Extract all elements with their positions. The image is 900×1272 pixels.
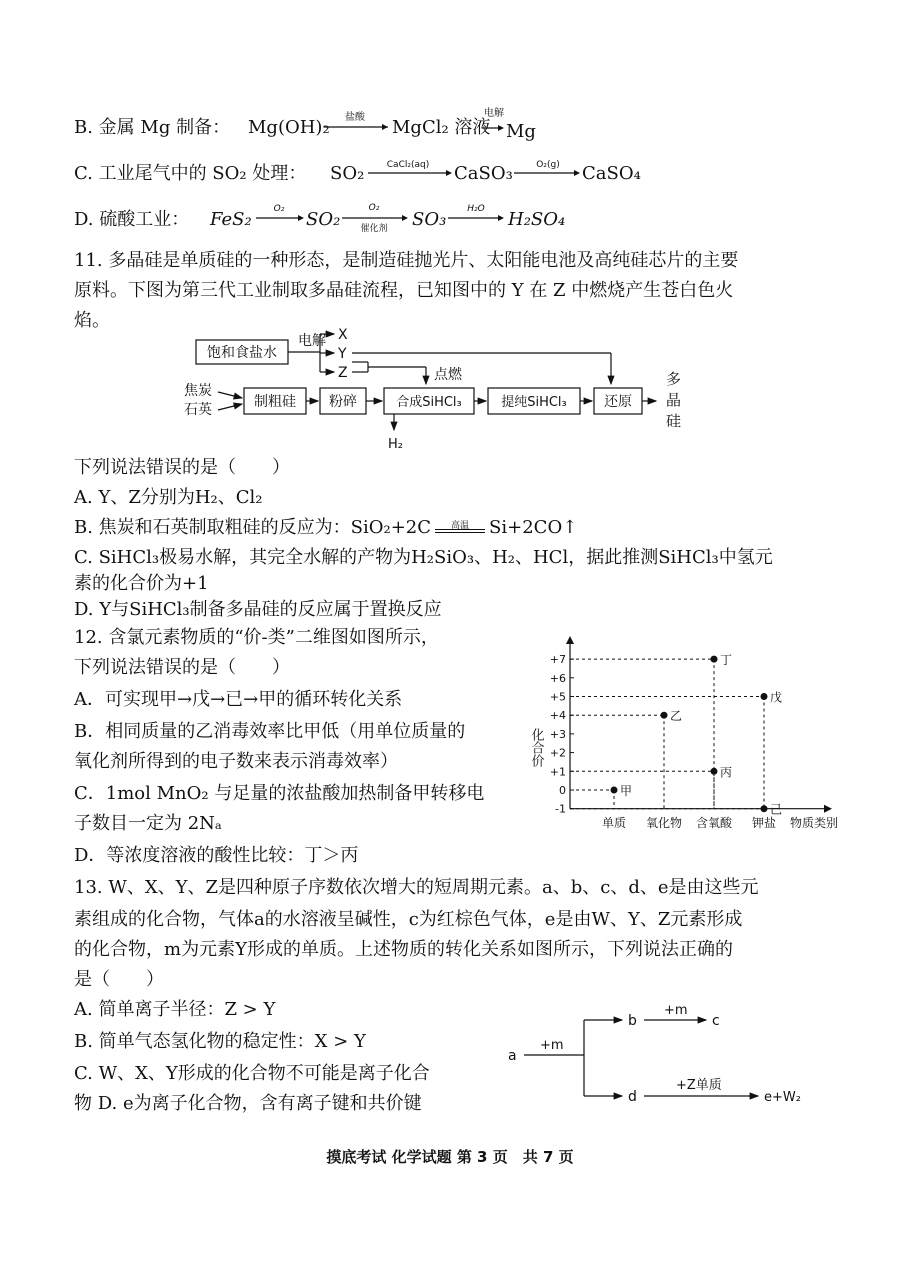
chart-x-category: 钾盐 [751,816,777,830]
q12-option-d: D．等浓度溶液的酸性比较：丁＞丙 [74,845,359,866]
chart-point-label: 甲 [620,784,633,798]
chart-y-tick-label: +3 [549,727,566,741]
flow-h2-label: H₂ [388,437,403,452]
svg-text:O₂: O₂ [368,203,380,213]
chart-y-tick-label: +5 [549,690,566,704]
q12-option-c-line1: C．1mol MnO₂ 与足量的浓盐酸加热制备甲转移电 [74,783,485,804]
q13-option-a: A. 简单离子半径：Z > Y [74,999,276,1020]
flow-product-1: 多 [666,370,682,388]
q11-option-b: B. 焦炭和石英制取粗硅的反应为：SiO₂+2C 高温 Si+2CO↑ [74,517,578,538]
q10-b-arrow1 [322,108,392,138]
chart-points [570,653,782,817]
q10-c-arrow1 [366,156,454,184]
chart-x-categories [602,815,776,830]
chart-y-tick-label: +4 [549,709,566,723]
flow-y-label: Y [338,346,347,362]
q12-option-a: A．可实现甲→戊→已→甲的循环转化关系 [74,689,403,710]
chart-y-tick-label: +7 [549,653,566,667]
chart-point-label: 丁 [720,653,733,668]
chart-y-tick-label: +1 [549,765,566,779]
q12-stem-line1: 12. 含氯元素物质的“价-类”二维图如图所示， [74,627,439,648]
q13-stem-line4: 是（ ） [74,969,164,990]
q10-option-d-label: D. 硫酸工业： [74,209,190,230]
svg-text:盐酸: 盐酸 [345,112,365,123]
diagram-d: d [628,1089,637,1105]
flow-synth-label: 合成SiHCl₃ [396,395,462,410]
chart-point-甲 [611,787,618,794]
q11-stem-line1: 11. 多晶硅是单质硅的一种形态，是制造硅抛光片、太阳能电池及高纯硅芯片的主要 [74,250,739,271]
flow-x-label: X [338,327,348,343]
q11-stem-line3: 焰。 [74,310,110,331]
q13-stem-line3: 的化合物，m为元素Y形成的单质。上述物质的转化关系如图所示，下列说法正确的 [74,939,733,960]
svg-text:CaCl₂(aq): CaCl₂(aq) [386,160,430,170]
diagram-c: c [712,1013,720,1029]
q11-option-d: D. Y与SiHCl₃制备多晶硅的反应属于置换反应 [74,599,442,620]
q10-c-arrow2 [512,156,582,184]
q10-b-end: Mg [506,121,536,142]
svg-text:催化剂: 催化剂 [360,224,388,234]
q11-stem-line2: 原料。下图为第三代工业制取多晶硅流程，已知图中的 Y 在 Z 中燃烧产生苍白色火 [74,280,734,301]
chart-point-label: 己 [770,802,783,817]
q10-d-arrow2 [340,198,412,238]
q10-c-mid: CaSO₃ [454,163,513,184]
diagram-result: e+W₂ [764,1090,801,1105]
flow-coke-label: 焦炭 [184,383,212,399]
q13-transform-diagram [500,1000,830,1120]
chart-y-arrow [566,636,574,644]
svg-text:O₂: O₂ [273,204,285,214]
q11-flow-diagram [170,318,730,458]
chart-point-label: 丙 [720,765,733,780]
chart-y-label: 化合价 [528,728,544,767]
svg-text:H₂O: H₂O [467,204,485,214]
q12-option-b-line1: B．相同质量的乙消毒效率比甲低（用单位质量的 [74,721,466,742]
flow-brine-label: 饱和食盐水 [207,345,277,361]
chart-y-tick-label: +2 [549,746,566,760]
q10-d-mid2: SO₃ [412,209,447,230]
diagram-plus-z: +Z单质 [676,1078,722,1093]
chart-x-label: 物质类别 [790,816,839,830]
diagram-plus-m1: +m [540,1038,564,1053]
q11-b-condition: 高温 [451,521,470,531]
flow-crude-label: 制粗硅 [254,394,296,410]
chart-axes [566,636,832,813]
flow-quartz-label: 石英 [184,402,212,418]
flow-crush-label: 粉碎 [329,394,357,410]
q10-c-end: CaSO₄ [582,163,641,184]
svg-text:电解: 电解 [484,108,504,119]
chart-x-category: 含氧酸 [695,816,733,830]
page-footer: 摸底考试 化学试题 第 3 页 共 7 页 [326,1148,574,1166]
chart-x-arrow [824,805,832,813]
flow-product-2: 晶 [666,391,682,409]
svg-text:O₂(g): O₂(g) [536,160,560,170]
chart-y-tick-label: +6 [549,671,566,685]
chart-point-戊 [761,693,768,700]
q10-b-mid: MgCl₂ 溶液 [392,117,491,138]
flow-electrolysis-label: 电解 [298,333,326,349]
q10-d-end: H₂SO₄ [508,209,566,230]
q12-stem-line2: 下列说法错误的是（ ） [74,657,290,678]
chart-point-乙 [661,712,668,719]
flow-reduce-label: 还原 [604,394,632,410]
q10-option-c-label: C. 工业尾气中的 SO₂ 处理： [74,163,307,184]
q10-d-mid1: SO₂ [306,209,341,230]
q11-option-c-line2: 素的化合价为+1 [74,573,209,594]
q13-option-c-line1: C. W、X、Y形成的化合物不可能是离子化合 [74,1063,430,1084]
q12-option-c-line2: 子数目一定为 2Nₐ [74,813,222,834]
chart-x-category: 单质 [601,816,627,830]
q12-option-b-line2: 氧化剂所得到的电子数来表示消毒效率） [74,751,398,772]
q11-option-a: A. Y、Z分别为H₂、Cl₂ [74,487,263,508]
chart-y-tick-label: 0 [559,784,566,797]
q13-option-b: B. 简单气态氢化物的稳定性：X > Y [74,1031,366,1052]
q11-question: 下列说法错误的是（ ） [74,457,290,478]
chart-point-label: 乙 [670,709,683,724]
flow-z-label: Z [338,365,348,381]
diagram-a: a [508,1048,517,1064]
q10-d-arrow3 [446,200,508,228]
chart-point-己 [761,805,768,812]
q13-stem-line1: 13. W、X、Y、Z是四种原子序数依次增大的短周期元素。a、b、c、d、e是由这些元 [74,877,759,898]
q10-option-b-label: B. 金属 Mg 制备： [74,117,231,138]
chart-point-label: 戊 [770,690,783,705]
q11-option-c-line1: C. SiHCl₃极易水解，其完全水解的产物为H₂SiO₃、H₂、HCl，据此推测SiHCl₃中氢元 [74,547,773,568]
diagram-b: b [628,1013,637,1029]
chart-point-丁 [711,656,718,663]
diagram-plus-m2: +m [664,1003,688,1018]
q13-option-c-line2: 物 D. e为离子化合物，含有离子键和共价键 [74,1093,422,1114]
q10-c-start: SO₂ [330,163,365,184]
chart-x-category: 氧化物 [645,816,683,830]
q10-b-start: Mg(OH)₂ [248,117,330,138]
q10-d-start: FeS₂ [210,209,252,230]
q13-stem-line2: 素组成的化合物，气体a的水溶液呈碱性，c为红棕色气体，e是由W、Y、Z元素形成 [74,909,743,930]
chart-y-tick-label: -1 [555,802,566,816]
flow-purify-label: 提纯SiHCl₃ [501,395,567,410]
valence-class-chart [528,634,848,834]
q10-d-arrow1 [254,200,306,228]
flow-ignite-label: 点燃 [434,367,462,383]
flow-product-3: 硅 [666,412,682,430]
